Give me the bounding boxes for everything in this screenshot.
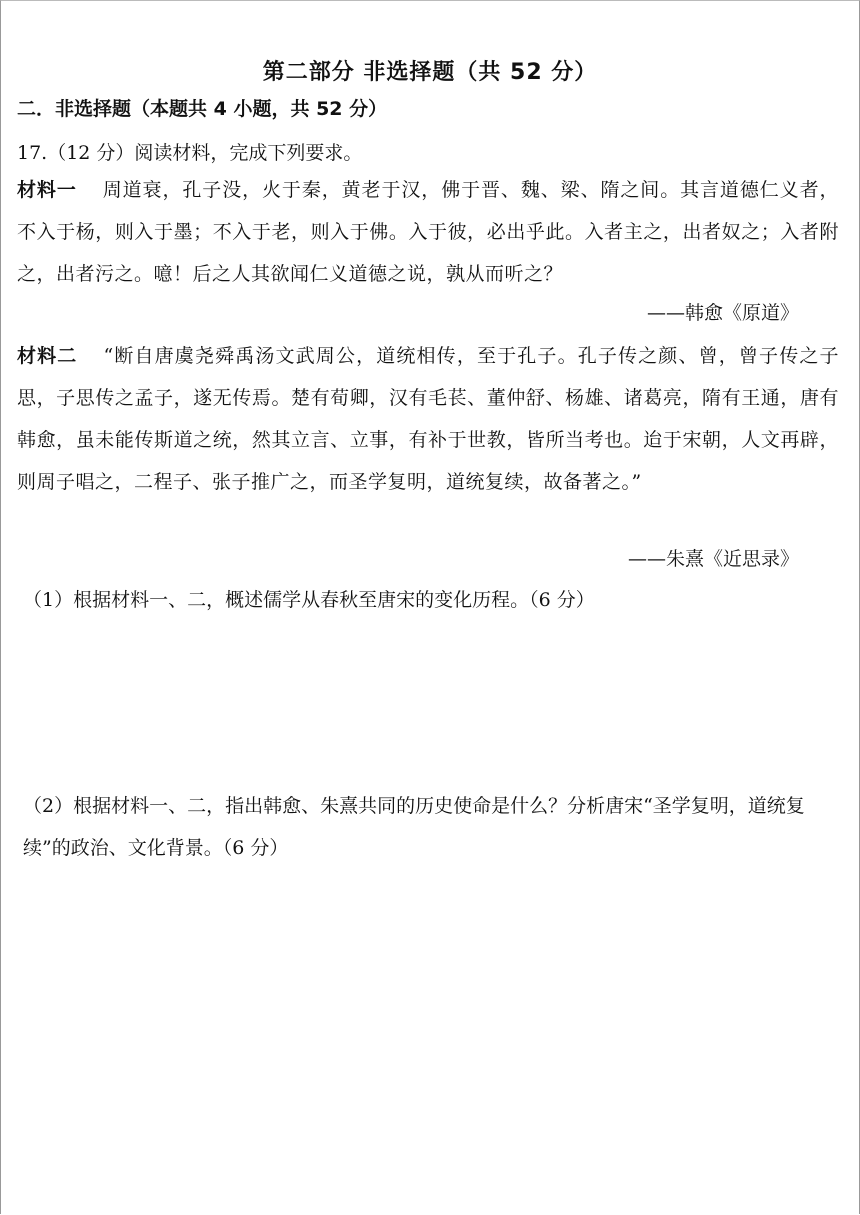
section-title: 二．非选择题（本题共 4 小题，共 52 分） xyxy=(17,98,388,120)
part-title: 第二部分 非选择题（共 52 分） xyxy=(262,60,598,85)
question-header: 17.（12 分）阅读材料，完成下列要求。 xyxy=(17,142,363,164)
material-two xyxy=(17,335,839,503)
material-one-source: ——韩愈《原道》 xyxy=(646,302,799,324)
material-one-label: 材料一 xyxy=(17,179,77,201)
material-two-source: ——朱熹《近思录》 xyxy=(627,548,799,570)
sub-question-2: （2）根据材料一、二，指出韩愈、朱熹共同的历史使命是什么？分析唐宋“圣学复明，道统复续”的政治、文化背景。（6 分） xyxy=(23,795,805,859)
material-one-text: 周道衰，孔子没，火于秦，黄老于汉，佛于晋、魏、梁、隋之间。其言道德仁义者，不入于杨，则入于墨；不入于老，则入于佛。入于彼，必出乎此。入者主之，出者奴之；入者附之，出者污之。噫！后之人其欲闻仁义道德之说，孰从而听之？ xyxy=(17,179,839,285)
material-two-label: 材料二 xyxy=(17,345,78,367)
material-one xyxy=(17,169,839,295)
sub-question-1: （1）根据材料一、二，概述儒学从春秋至唐宋的变化历程。（6 分） xyxy=(23,589,595,611)
material-two-text: “断自唐虞尧舜禹汤文武周公，道统相传，至于孔子。孔子传之颜、曾，曾子传之子思，子思传之孟子，遂无传焉。楚有荀卿，汉有毛苌、董仲舒、杨雄、诸葛亮，隋有王通，唐有韩愈，虽未能传斯道之统，然其立言、立事，有补于世教，皆所当考也。迨于宋朝，人文再辟，则周子唱之，二程子、张子推广之，而圣学复明，道统复续，故备著之。” xyxy=(17,345,839,493)
